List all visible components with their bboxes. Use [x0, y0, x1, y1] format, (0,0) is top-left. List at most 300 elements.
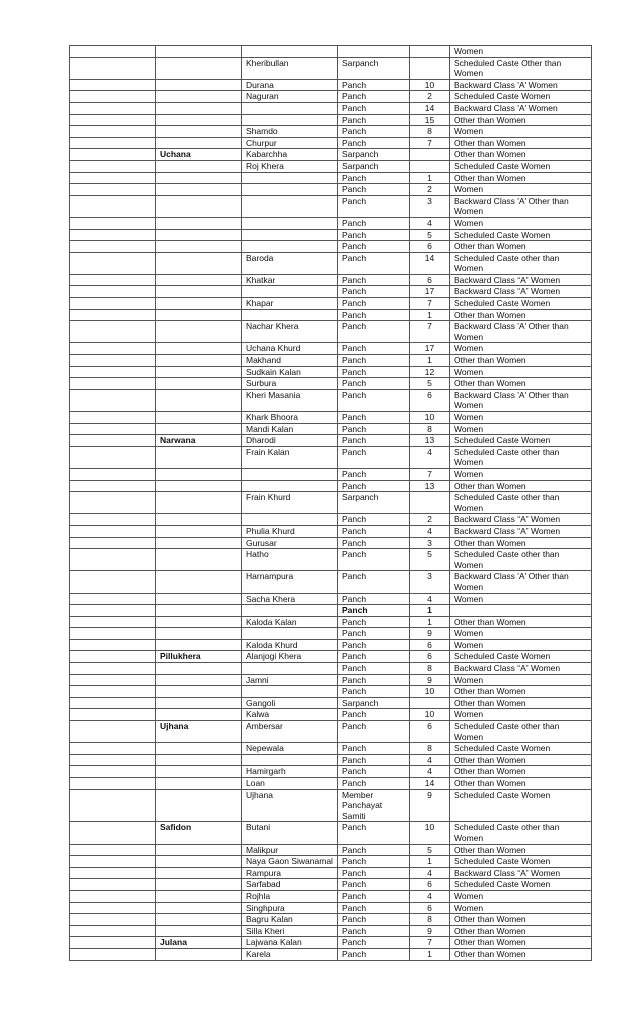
- village-cell: Singhpura: [242, 902, 338, 914]
- category-cell: Backward Class “A” Women: [450, 514, 592, 526]
- table-row: [70, 674, 592, 686]
- ward-cell: 1: [410, 605, 450, 617]
- district-cell: [70, 890, 156, 902]
- ward-cell: 7: [410, 137, 450, 149]
- village-cell: [242, 514, 338, 526]
- table-row: [70, 537, 592, 549]
- block-cell: [156, 766, 242, 778]
- category-cell: Other than Women: [450, 149, 592, 161]
- ward-cell: 6: [410, 721, 450, 743]
- category-cell: Women: [450, 674, 592, 686]
- village-cell: Kabarchha: [242, 149, 338, 161]
- district-cell: [70, 663, 156, 675]
- ward-cell: 17: [410, 286, 450, 298]
- category-cell: Scheduled Caste other than Women: [450, 252, 592, 274]
- post-cell: Panch: [338, 628, 410, 640]
- ward-cell: 9: [410, 789, 450, 822]
- table-row: [70, 616, 592, 628]
- post-cell: Panch: [338, 343, 410, 355]
- district-cell: [70, 91, 156, 103]
- post-cell: Panch: [338, 435, 410, 447]
- district-cell: [70, 137, 156, 149]
- village-cell: Mandi Kalan: [242, 423, 338, 435]
- category-cell: Scheduled Caste Other than Women: [450, 57, 592, 79]
- ward-cell: 9: [410, 628, 450, 640]
- ward-cell: 8: [410, 914, 450, 926]
- post-cell: Panch: [338, 286, 410, 298]
- village-cell: Alanjogi Khera: [242, 651, 338, 663]
- ward-cell: 8: [410, 663, 450, 675]
- post-cell: Panch: [338, 378, 410, 390]
- district-cell: [70, 126, 156, 138]
- table-row: [70, 571, 592, 593]
- ward-cell: 6: [410, 639, 450, 651]
- category-cell: Other than Women: [450, 616, 592, 628]
- district-cell: [70, 102, 156, 114]
- post-cell: Panch: [338, 890, 410, 902]
- table-row: [70, 525, 592, 537]
- village-cell: Kalwa: [242, 709, 338, 721]
- district-cell: [70, 172, 156, 184]
- post-cell: Panch: [338, 822, 410, 844]
- post-cell: Sarpanch: [338, 160, 410, 172]
- village-cell: Gurusar: [242, 537, 338, 549]
- village-cell: Butani: [242, 822, 338, 844]
- post-cell: Sarpanch: [338, 492, 410, 514]
- village-cell: [242, 114, 338, 126]
- district-cell: [70, 274, 156, 286]
- post-cell: Panch: [338, 412, 410, 424]
- category-cell: Scheduled Caste Women: [450, 435, 592, 447]
- block-cell: [156, 184, 242, 196]
- post-cell: Panch: [338, 639, 410, 651]
- district-cell: [70, 114, 156, 126]
- post-cell: Panch: [338, 937, 410, 949]
- district-cell: [70, 298, 156, 310]
- table-row: [70, 79, 592, 91]
- table-row: [70, 697, 592, 709]
- ward-cell: [410, 149, 450, 161]
- village-cell: Makhand: [242, 355, 338, 367]
- category-cell: Scheduled Caste Women: [450, 298, 592, 310]
- village-cell: Durana: [242, 79, 338, 91]
- block-cell: [156, 160, 242, 172]
- ward-cell: 14: [410, 102, 450, 114]
- block-cell: [156, 309, 242, 321]
- post-cell: Panch: [338, 321, 410, 343]
- table-row: [70, 229, 592, 241]
- post-cell: Panch: [338, 195, 410, 217]
- post-cell: Panch: [338, 674, 410, 686]
- table-row: [70, 766, 592, 778]
- category-cell: Other than Women: [450, 241, 592, 253]
- district-cell: [70, 286, 156, 298]
- post-cell: Panch: [338, 298, 410, 310]
- post-cell: Panch: [338, 721, 410, 743]
- village-cell: Surbura: [242, 378, 338, 390]
- village-cell: Frain Khurd: [242, 492, 338, 514]
- district-cell: [70, 948, 156, 960]
- village-cell: [242, 480, 338, 492]
- post-cell: Panch: [338, 102, 410, 114]
- post-cell: Panch: [338, 480, 410, 492]
- post-cell: Panch: [338, 571, 410, 593]
- post-cell: Panch: [338, 366, 410, 378]
- block-cell: [156, 697, 242, 709]
- table-row: [70, 195, 592, 217]
- category-cell: Women: [450, 593, 592, 605]
- district-cell: [70, 686, 156, 698]
- block-cell: [156, 754, 242, 766]
- post-cell: Panch: [338, 126, 410, 138]
- ward-cell: 4: [410, 754, 450, 766]
- table-row: [70, 46, 592, 58]
- category-cell: Other than Women: [450, 480, 592, 492]
- district-cell: [70, 616, 156, 628]
- category-cell: Women: [450, 366, 592, 378]
- village-cell: Silla Kheri: [242, 925, 338, 937]
- district-cell: [70, 321, 156, 343]
- category-cell: Other than Women: [450, 844, 592, 856]
- district-cell: [70, 378, 156, 390]
- table-row: [70, 867, 592, 879]
- post-cell: Panch: [338, 879, 410, 891]
- ward-cell: 2: [410, 184, 450, 196]
- district-cell: [70, 822, 156, 844]
- category-cell: Women: [450, 46, 592, 58]
- block-cell: [156, 79, 242, 91]
- ward-cell: 1: [410, 616, 450, 628]
- village-cell: Kaloda Kalan: [242, 616, 338, 628]
- table-row: [70, 423, 592, 435]
- table-row: [70, 184, 592, 196]
- post-cell: Panch: [338, 616, 410, 628]
- village-cell: Kheri Masania: [242, 389, 338, 411]
- ward-cell: 1: [410, 172, 450, 184]
- block-cell: [156, 890, 242, 902]
- ward-cell: 15: [410, 114, 450, 126]
- table-row: [70, 149, 592, 161]
- table-row: [70, 286, 592, 298]
- post-cell: Panch: [338, 856, 410, 868]
- post-cell: Panch: [338, 537, 410, 549]
- post-cell: Panch: [338, 468, 410, 480]
- village-cell: Rampura: [242, 867, 338, 879]
- category-cell: Backward Class 'A' Women: [450, 79, 592, 91]
- village-cell: [242, 184, 338, 196]
- category-cell: Backward Class “A” Women: [450, 274, 592, 286]
- village-cell: [242, 102, 338, 114]
- block-cell: Ujhana: [156, 721, 242, 743]
- village-cell: Bagru Kalan: [242, 914, 338, 926]
- ward-cell: 5: [410, 229, 450, 241]
- ward-cell: 1: [410, 948, 450, 960]
- block-cell: Pillukhera: [156, 651, 242, 663]
- block-cell: [156, 593, 242, 605]
- category-cell: Women: [450, 412, 592, 424]
- block-cell: [156, 663, 242, 675]
- ward-cell: 4: [410, 525, 450, 537]
- block-cell: [156, 914, 242, 926]
- block-cell: [156, 743, 242, 755]
- category-cell: Other than Women: [450, 137, 592, 149]
- district-cell: [70, 514, 156, 526]
- district-cell: [70, 446, 156, 468]
- table-row: [70, 709, 592, 721]
- category-cell: Other than Women: [450, 914, 592, 926]
- table-row: [70, 412, 592, 424]
- district-cell: [70, 902, 156, 914]
- ward-cell: [410, 160, 450, 172]
- district-cell: [70, 549, 156, 571]
- post-cell: Panch: [338, 252, 410, 274]
- village-cell: Harnampura: [242, 571, 338, 593]
- ward-cell: 10: [410, 412, 450, 424]
- post-cell: [338, 46, 410, 58]
- category-cell: Backward Class “A” Women: [450, 286, 592, 298]
- post-cell: Sarpanch: [338, 697, 410, 709]
- table-row: [70, 309, 592, 321]
- category-cell: Women: [450, 890, 592, 902]
- table-row: [70, 480, 592, 492]
- block-cell: [156, 844, 242, 856]
- category-cell: Other than Women: [450, 686, 592, 698]
- category-cell: Other than Women: [450, 309, 592, 321]
- district-cell: [70, 937, 156, 949]
- block-cell: [156, 46, 242, 58]
- block-cell: [156, 778, 242, 790]
- district-cell: [70, 492, 156, 514]
- district-cell: [70, 789, 156, 822]
- block-cell: [156, 948, 242, 960]
- ward-cell: [410, 46, 450, 58]
- district-cell: [70, 674, 156, 686]
- table-row: [70, 822, 592, 844]
- district-cell: [70, 628, 156, 640]
- post-cell: Panch: [338, 91, 410, 103]
- table-row: [70, 446, 592, 468]
- village-cell: Shamdo: [242, 126, 338, 138]
- category-cell: Women: [450, 343, 592, 355]
- district-cell: [70, 355, 156, 367]
- post-cell: Panch: [338, 902, 410, 914]
- category-cell: Women: [450, 709, 592, 721]
- ward-cell: 14: [410, 778, 450, 790]
- table-row: [70, 160, 592, 172]
- category-cell: Scheduled Caste other than Women: [450, 721, 592, 743]
- block-cell: [156, 241, 242, 253]
- reservation-table-body: [70, 46, 592, 961]
- district-cell: [70, 184, 156, 196]
- category-cell: Scheduled Caste Women: [450, 856, 592, 868]
- table-row: [70, 890, 592, 902]
- table-row: [70, 721, 592, 743]
- block-cell: [156, 525, 242, 537]
- category-cell: Other than Women: [450, 537, 592, 549]
- table-row: [70, 844, 592, 856]
- category-cell: Scheduled Caste Women: [450, 879, 592, 891]
- village-cell: Naya Gaon Siwanamal: [242, 856, 338, 868]
- category-cell: [450, 605, 592, 617]
- table-row: [70, 628, 592, 640]
- district-cell: [70, 480, 156, 492]
- category-cell: Backward Class 'A' Other than Women: [450, 571, 592, 593]
- block-cell: [156, 389, 242, 411]
- village-cell: Uchana Khurd: [242, 343, 338, 355]
- ward-cell: 6: [410, 651, 450, 663]
- block-cell: [156, 172, 242, 184]
- category-cell: Women: [450, 628, 592, 640]
- district-cell: [70, 229, 156, 241]
- block-cell: [156, 195, 242, 217]
- table-row: [70, 343, 592, 355]
- category-cell: Scheduled Caste other than Women: [450, 822, 592, 844]
- post-cell: Panch: [338, 605, 410, 617]
- district-cell: [70, 914, 156, 926]
- ward-cell: 14: [410, 252, 450, 274]
- block-cell: [156, 925, 242, 937]
- village-cell: [242, 309, 338, 321]
- district-cell: [70, 709, 156, 721]
- table-row: [70, 468, 592, 480]
- block-cell: Narwana: [156, 435, 242, 447]
- table-row: [70, 435, 592, 447]
- ward-cell: 6: [410, 389, 450, 411]
- district-cell: [70, 639, 156, 651]
- village-cell: [242, 686, 338, 698]
- district-cell: [70, 343, 156, 355]
- ward-cell: 10: [410, 79, 450, 91]
- post-cell: Panch: [338, 778, 410, 790]
- category-cell: Scheduled Caste Women: [450, 789, 592, 822]
- table-row: [70, 321, 592, 343]
- district-cell: [70, 423, 156, 435]
- post-cell: Panch: [338, 114, 410, 126]
- table-row: [70, 389, 592, 411]
- ward-cell: 4: [410, 890, 450, 902]
- post-cell: Panch: [338, 79, 410, 91]
- post-cell: Sarpanch: [338, 149, 410, 161]
- post-cell: Panch: [338, 844, 410, 856]
- district-cell: [70, 412, 156, 424]
- category-cell: Other than Women: [450, 766, 592, 778]
- block-cell: [156, 229, 242, 241]
- village-cell: Rojhla: [242, 890, 338, 902]
- village-cell: Malikpur: [242, 844, 338, 856]
- table-row: [70, 789, 592, 822]
- village-cell: Sacha Khera: [242, 593, 338, 605]
- table-row: [70, 902, 592, 914]
- post-cell: Panch: [338, 549, 410, 571]
- block-cell: [156, 628, 242, 640]
- category-cell: Backward Class “A” Women: [450, 867, 592, 879]
- post-cell: Panch: [338, 651, 410, 663]
- village-cell: Gangoli: [242, 697, 338, 709]
- post-cell: Member Panchayat Samiti: [338, 789, 410, 822]
- post-cell: Panch: [338, 525, 410, 537]
- block-cell: [156, 102, 242, 114]
- table-row: [70, 743, 592, 755]
- category-cell: Other than Women: [450, 937, 592, 949]
- block-cell: [156, 423, 242, 435]
- block-cell: [156, 57, 242, 79]
- block-cell: [156, 252, 242, 274]
- table-row: [70, 378, 592, 390]
- table-row: [70, 937, 592, 949]
- block-cell: [156, 355, 242, 367]
- category-cell: Backward Class “A” Women: [450, 525, 592, 537]
- ward-cell: 9: [410, 925, 450, 937]
- village-cell: Hamirgarh: [242, 766, 338, 778]
- block-cell: [156, 514, 242, 526]
- category-cell: Scheduled Caste Women: [450, 651, 592, 663]
- village-cell: [242, 172, 338, 184]
- table-row: [70, 172, 592, 184]
- village-cell: Phulia Khurd: [242, 525, 338, 537]
- block-cell: [156, 686, 242, 698]
- category-cell: Backward Class 'A' Other than Women: [450, 389, 592, 411]
- table-row: [70, 856, 592, 868]
- village-cell: Churpur: [242, 137, 338, 149]
- table-row: [70, 778, 592, 790]
- category-cell: Women: [450, 468, 592, 480]
- table-row: [70, 126, 592, 138]
- table-row: [70, 639, 592, 651]
- district-cell: [70, 366, 156, 378]
- block-cell: [156, 114, 242, 126]
- category-cell: Scheduled Caste Women: [450, 160, 592, 172]
- table-row: [70, 686, 592, 698]
- category-cell: Women: [450, 126, 592, 138]
- category-cell: Scheduled Caste Women: [450, 91, 592, 103]
- district-cell: [70, 743, 156, 755]
- table-row: [70, 663, 592, 675]
- table-row: [70, 114, 592, 126]
- village-cell: Nachar Khera: [242, 321, 338, 343]
- post-cell: Panch: [338, 914, 410, 926]
- table-row: [70, 102, 592, 114]
- category-cell: Other than Women: [450, 114, 592, 126]
- village-cell: [242, 663, 338, 675]
- post-cell: Panch: [338, 743, 410, 755]
- post-cell: Panch: [338, 241, 410, 253]
- village-cell: Ambersar: [242, 721, 338, 743]
- table-row: [70, 593, 592, 605]
- district-cell: [70, 79, 156, 91]
- category-cell: Scheduled Caste Women: [450, 229, 592, 241]
- ward-cell: 8: [410, 423, 450, 435]
- ward-cell: 7: [410, 298, 450, 310]
- block-cell: Safidon: [156, 822, 242, 844]
- ward-cell: 4: [410, 867, 450, 879]
- village-cell: Frain Kalan: [242, 446, 338, 468]
- village-cell: Nepewala: [242, 743, 338, 755]
- table-row: [70, 925, 592, 937]
- ward-cell: 12: [410, 366, 450, 378]
- ward-cell: 7: [410, 321, 450, 343]
- ward-cell: 4: [410, 593, 450, 605]
- block-cell: [156, 549, 242, 571]
- block-cell: [156, 378, 242, 390]
- category-cell: Women: [450, 184, 592, 196]
- district-cell: [70, 867, 156, 879]
- district-cell: [70, 754, 156, 766]
- post-cell: Panch: [338, 686, 410, 698]
- block-cell: [156, 298, 242, 310]
- category-cell: Women: [450, 902, 592, 914]
- district-cell: [70, 778, 156, 790]
- table-row: [70, 754, 592, 766]
